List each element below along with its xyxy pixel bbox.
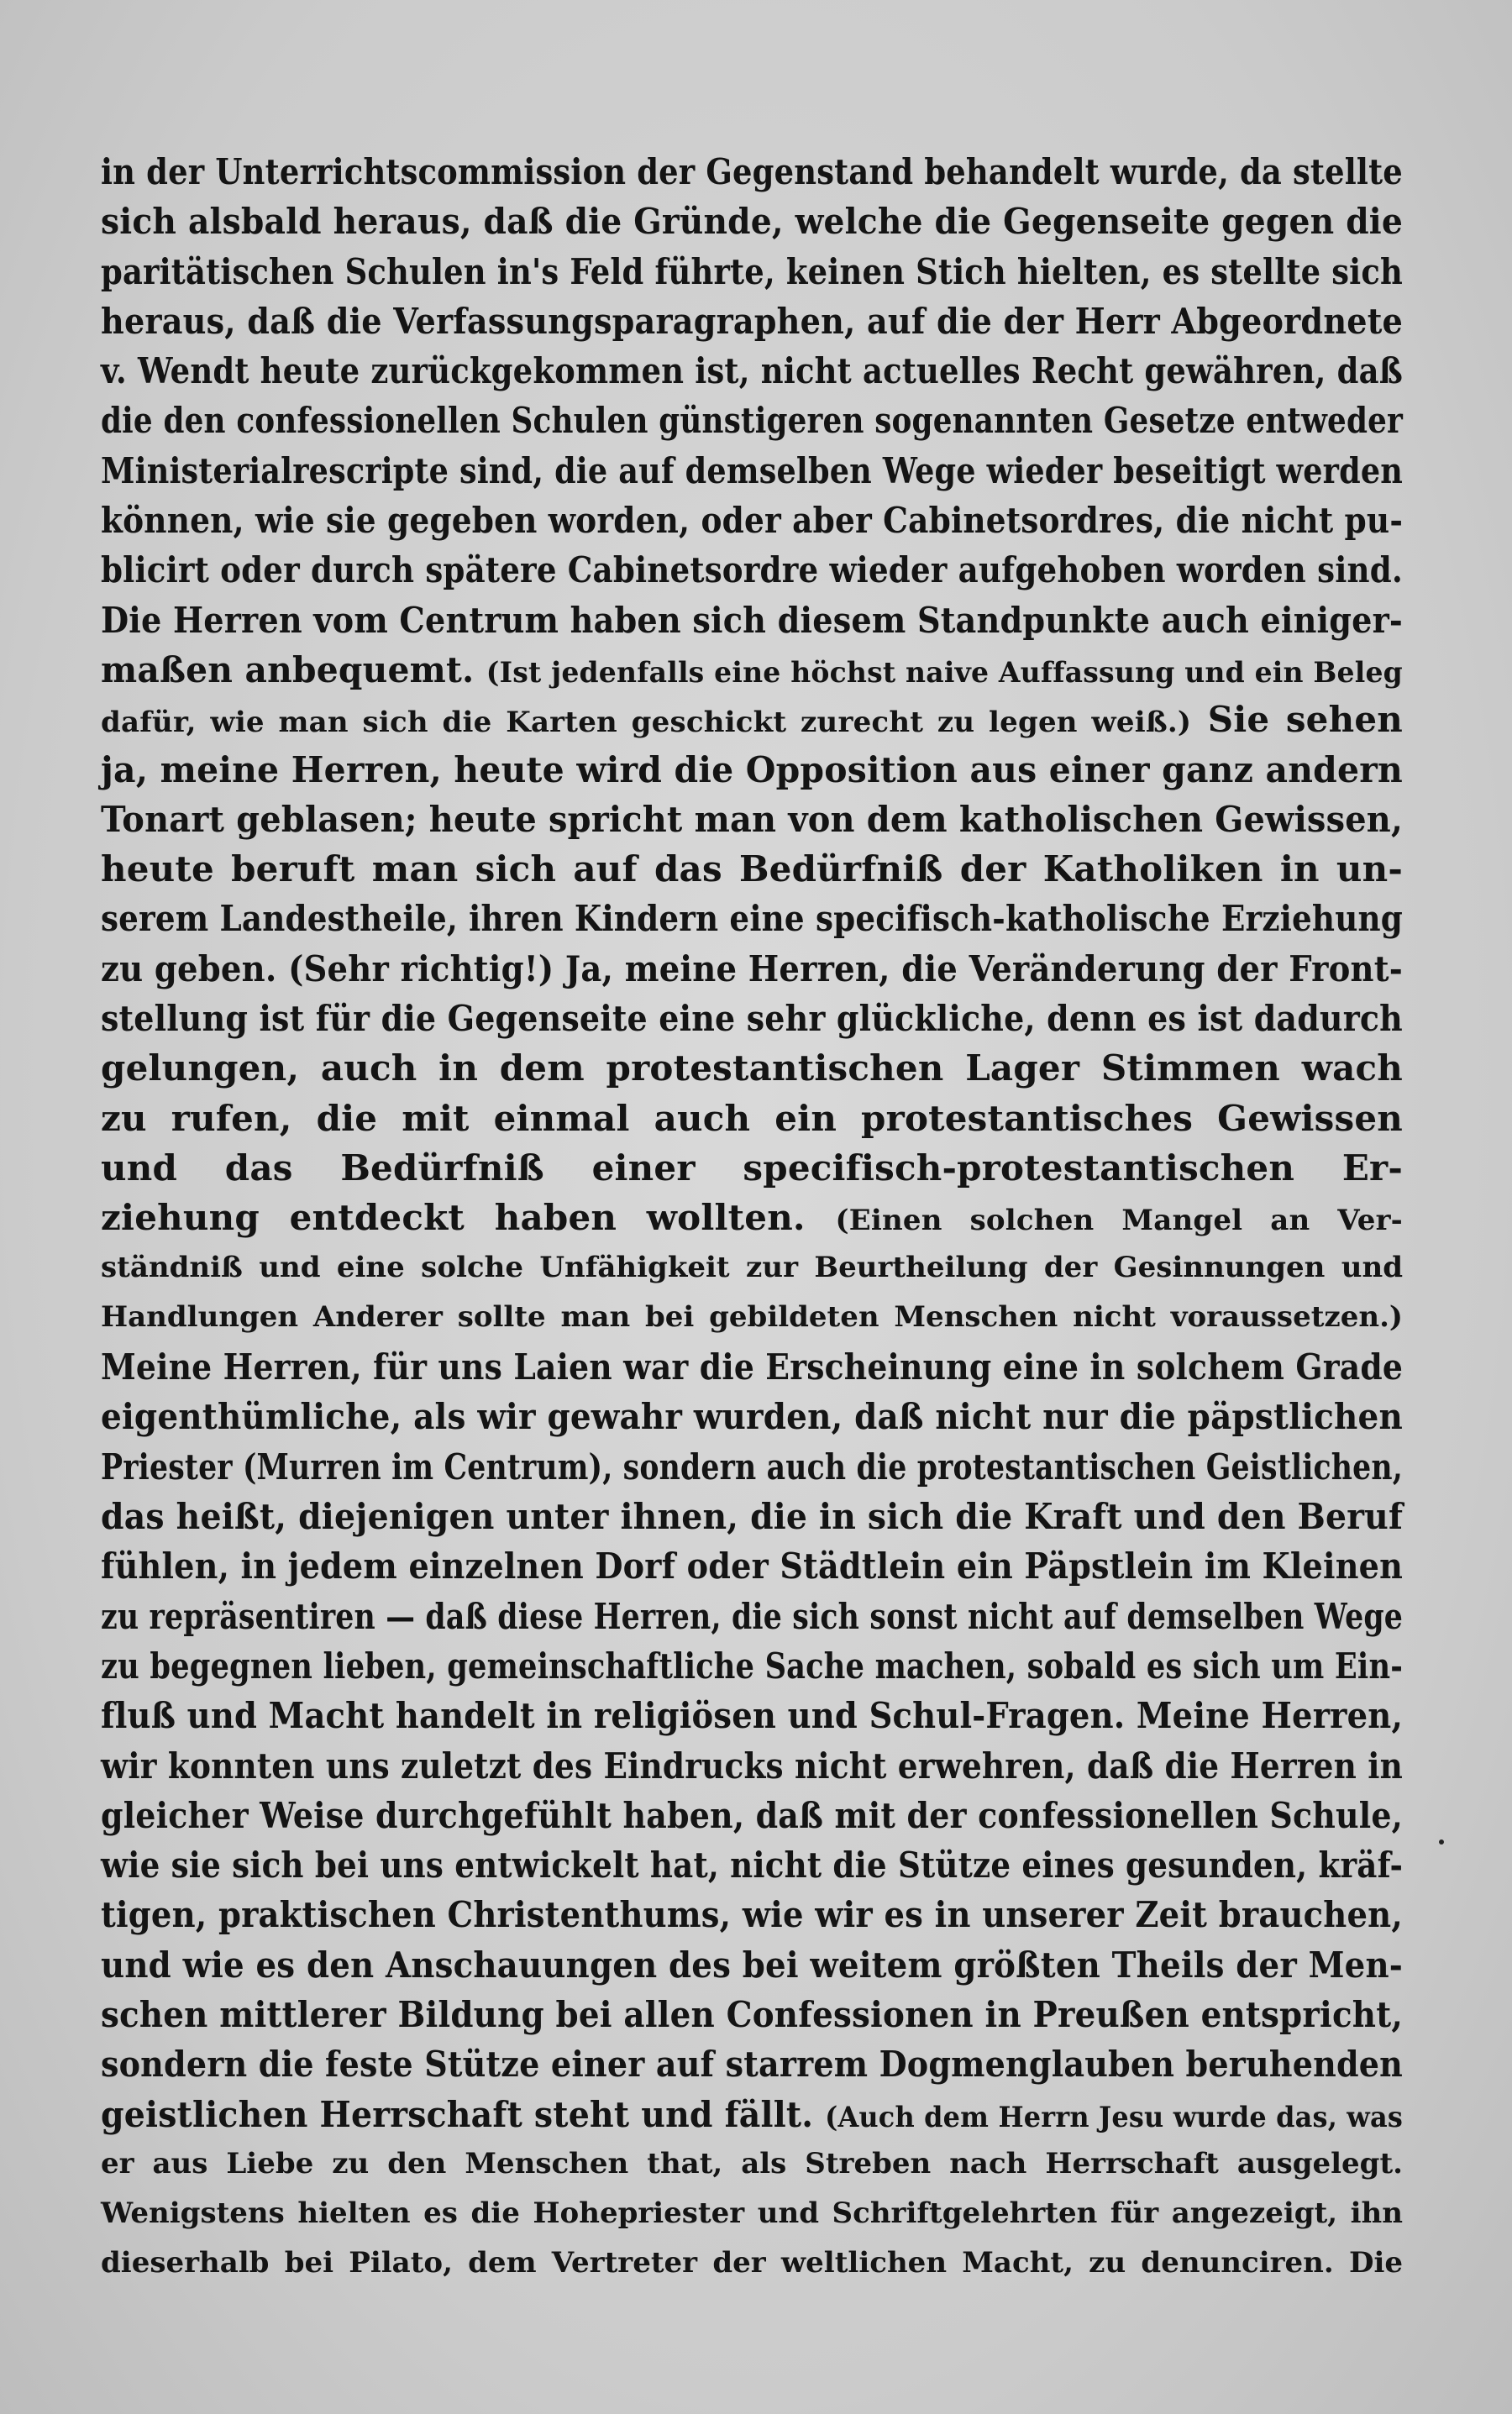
text-line: ja, meine Herren, heute wird die Opposition aus einer ganz andern [101, 748, 1403, 790]
annotation-text: dafür, wie man sich die Karten geschickt zurecht zu legen weiß.) [101, 706, 1192, 740]
annotation-text: (Ist jedenfalls eine höchst naive Auffassung und ein Beleg [486, 655, 1403, 690]
text-line: das heißt, diejenigen unter ihnen, die in sich die Kraft und den Beruf [101, 1496, 1404, 1538]
text-line: wir konnten uns zuletzt des Eindrucks nicht erwehren, daß die Herren in [101, 1745, 1403, 1787]
text-line: heute beruft man sich auf das Bedürfniß der Katholiken in un- [101, 848, 1403, 890]
annotation-line: er aus Liebe zu den Menschen that, als Streben nach Herrschaft ausgelegt. [101, 2146, 1403, 2180]
annotation-line: Wenigstens hielten es die Hohepriester und Schriftgelehrten für angezeigt, ihn [101, 2196, 1403, 2231]
text-main: ziehung entdeckt haben wollten. [101, 1197, 806, 1239]
text-line: Tonart geblasen; heute spricht man von dem katholischen Gewissen, [101, 798, 1404, 840]
text-line: stellung ist für die Gegenseite eine sehr glückliche, denn es ist dadurch [101, 998, 1403, 1040]
text-main: maßen anbequemt. [101, 648, 475, 690]
text-line-spaced: gelungen, auch in dem protestantischen Lager Stimmen wach [101, 1047, 1403, 1089]
text-line: und wie es den Anschauungen des bei weitem größten Theils der Men- [101, 1944, 1404, 1986]
text-line-mixed [101, 1193, 1403, 1242]
text-line: zu repräsentiren — daß diese Herren, die sich sonst nicht auf demselben Wege [101, 1595, 1404, 1637]
text-line: gleicher Weise durchgefühlt haben, daß mit der confessionellen Schule, [101, 1794, 1404, 1836]
text-line: blicirt oder durch spätere Cabinetsordre wieder aufgehoben worden sind. [101, 549, 1404, 591]
text-line: tigen, praktischen Christenthums, wie wir es in unserer Zeit brauchen, [101, 1894, 1403, 1936]
text-line: paritätischen Schulen in's Feld führte, keinen Stich hielten, es stellte sich [101, 250, 1403, 292]
text-main: geistlichen Herrschaft steht und fällt. [101, 2093, 814, 2135]
text-line: sich alsbald heraus, daß die Gründe, welche die Gegenseite gegen die [101, 201, 1404, 243]
annotation-text: (Auch dem Herrn Jesu wurde das, was [825, 2100, 1404, 2134]
text-line-mixed [101, 695, 1403, 744]
text-line: wie sie sich bei uns entwickelt hat, nicht die Stütze eines gesunden, kräf- [101, 1845, 1404, 1887]
text-line-mixed [101, 2090, 1403, 2139]
text-line: die den confessionellen Schulen günstigeren sogenannten Gesetze entweder [101, 400, 1404, 442]
text-line-spaced: und das Bedürfniß einer specifisch-protestantischen Er- [101, 1147, 1403, 1189]
text-line: Die Herren vom Centrum haben sich diesem Standpunkte auch einiger- [101, 599, 1403, 641]
text-line: fühlen, in jedem einzelnen Dorf oder Städtlein ein Päpstlein im Kleinen [101, 1545, 1404, 1587]
text-line: fluß und Macht handelt in religiösen und Schul-Fragen. Meine Herren, [101, 1695, 1404, 1737]
text-line: schen mittlerer Bildung bei allen Confessionen in Preußen entspricht, [101, 1993, 1404, 2035]
text-line: können, wie sie gegeben worden, oder aber Cabinetsordres, die nicht pu- [101, 500, 1404, 542]
text-line-spaced: zu rufen, die mit einmal auch ein protestantisches Gewissen [101, 1097, 1403, 1139]
annotation-text: (Einen solchen Mangel an Ver- [835, 1204, 1403, 1238]
body-text [101, 147, 1403, 2289]
text-line: sondern die feste Stütze einer auf starrem Dogmenglauben beruhenden [101, 2044, 1404, 2086]
annotation-line: Handlungen Anderer sollte man bei gebildeten Menschen nicht voraussetzen.) [101, 1299, 1403, 1334]
text-line: zu geben. (Sehr richtig!) Ja, meine Herren, die Veränderung der Front- [101, 947, 1403, 989]
annotation-line: ständniß und eine solche Unfähigkeit zur Beurtheilung der Gesinnungen und [101, 1250, 1403, 1284]
text-line: Priester (Murren im Centrum), sondern auch die protestantischen Geistlichen, [101, 1446, 1403, 1488]
print-speck [1439, 1839, 1444, 1845]
text-main: Sie sehen [1207, 699, 1403, 741]
text-line: Meine Herren, für uns Laien war die Erscheinung eine in solchem Grade [101, 1346, 1404, 1388]
text-line: Ministerialrescripte sind, die auf demselben Wege wieder beseitigt werden [101, 449, 1404, 491]
text-line: eigenthümliche, als wir gewahr wurden, daß nicht nur die päpstlichen [101, 1396, 1403, 1438]
text-line: in der Unterrichtscommission der Gegenstand behandelt wurde, da stellte [101, 151, 1403, 192]
text-line: zu begegnen lieben, gemeinschaftliche Sache machen, sobald es sich um Ein- [101, 1645, 1404, 1687]
annotation-line: dieserhalb bei Pilato, dem Vertreter der weltlichen Macht, zu denunciren. Die [101, 2246, 1403, 2280]
text-line: serem Landestheile, ihren Kindern eine specifisch-katholische Erziehung [101, 898, 1403, 940]
text-line: v. Wendt heute zurückgekommen ist, nicht actuelles Recht gewähren, daß [101, 350, 1403, 392]
text-line-mixed [101, 645, 1403, 695]
text-line: heraus, daß die Verfassungsparagraphen, auf die der Herr Abgeordnete [101, 300, 1404, 342]
